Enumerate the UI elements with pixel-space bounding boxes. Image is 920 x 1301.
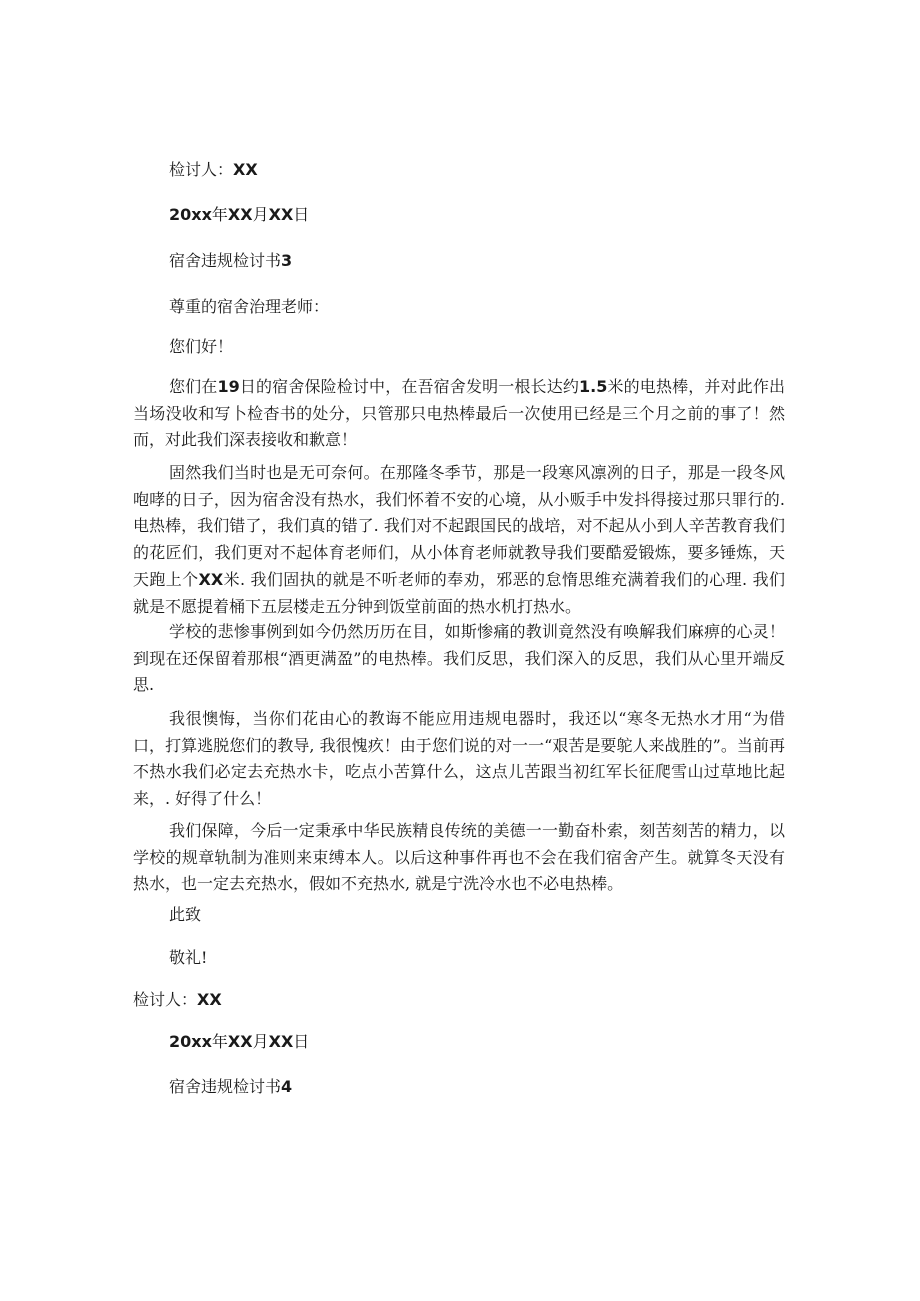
signature-label: 检讨人： [169,160,234,179]
date-day: XX [268,1032,294,1051]
paragraph-2 [133,460,785,620]
section-title-text: 宿舍违规检讨书 [169,251,282,270]
greeting: 您们好！ [169,337,234,356]
paragraph-1 [133,374,785,454]
section-title-3 [169,251,292,271]
date-year-unit: 年 [211,205,228,224]
date-day: XX [268,205,294,224]
signature-name: XX [233,160,258,179]
date-line-2 [169,1032,309,1052]
paragraph-1-text-a: 您们在 [169,377,218,396]
date-month: XX [227,1032,253,1051]
section-title-number: 3 [281,251,293,270]
section-title-number: 4 [281,1077,293,1096]
date-year-unit: 年 [211,1032,228,1051]
paragraph-1-text-c: 日的宿舍保险检讨中，在吾宿舍发明一根长达约 [239,377,579,396]
date-month-unit: 月 [252,205,269,224]
paragraph-2-text-a: 固然我们当时也是无可奈何。在那隆冬季节，那是一段寒风凛冽的日子，那是一段冬风咆哮的日子，因为宿舍没有热水，我们怀着不安的心境，从小贩手中发抖得接过那只罪行的. 电热棒，我们错了，我们真的错了. 我们对不起跟国民的战培，对不起从小到人辛苦教育我们的花匠们，我们更对不起体育老师们，从小体育老师就教导我们要酷爱锻炼，要多锤炼，天天跑上个 [133,463,785,589]
salutation: 尊重的宿舍治理老师： [169,297,330,316]
date-month: XX [227,205,253,224]
signature-name: XX [197,990,222,1009]
paragraph-2-distance: XX [198,569,224,589]
date-day-unit: 日 [293,205,310,224]
section-title-4 [169,1077,292,1097]
paragraph-4: 我很懊悔，当你们花由心的教诲不能应用违规电器时，我还以“寒冬无热水才用“为借口，打算逃脱您们的教导, 我很愧疚！由于您们说的对一一“艰苦是要鸵人来战胜的”。当前再不热水我们必定去充热水卡，吃点小苦算什么，这点儿苦跟当初红军长征爬雪山过草地比起来，. 好得了什么！ [133,709,785,809]
date-month-unit: 月 [252,1032,269,1051]
paragraph-5: 我们保障，今后一定秉承中华民族精良传统的美德一一勤奋朴索，刻苦刻苦的精力，以学校的规章轨制为准则来束缚本人。以后这种事件再也不会在我们宿舍产生。就算冬天没有热水，也一定去充热水，假如不充热水, 就是宁洗冷水也不必电热棒。 [133,821,785,894]
closing-line-2: 敬礼! [169,948,208,967]
date-year: 20xx [169,1032,212,1051]
paragraph-2-text-c: 米. 我们固执的就是不听老师的奉劝，邪恶的怠惰思维充满着我们的心理. 我们就是不愿提着桶下五层楼走五分钟到饭堂前面的热水机打热水。 [133,569,785,616]
paragraph-1-text-e: 米的电热棒，并对此作出当场没收和写卜检杳书的处分，只管那只电热棒最后一次使用已经是三个月之前的事了！然而，对此我们深表接收和歉意！ [133,377,785,450]
closing-line-1: 此致 [169,905,202,924]
date-day-unit: 日 [293,1032,310,1051]
signature-line-1 [169,160,258,180]
paragraph-1-length: 1.5 [579,377,608,396]
date-line-1 [169,205,309,225]
section-title-text: 宿舍违规检讨书 [169,1077,282,1096]
date-year: 20xx [169,205,212,224]
paragraph-3: 学校的悲惨事例到如今仍然历历在目，如斯惨痛的教训竟然没有唤解我们麻痹的心灵！到现在还保留着那根“酒更满盈”的电热棒。我们反思，我们深入的反思，我们从心里开端反思. [133,622,785,695]
signature-line-2 [133,990,222,1010]
paragraph-1-date: 19 [217,377,240,396]
signature-label: 检讨人： [133,990,198,1009]
